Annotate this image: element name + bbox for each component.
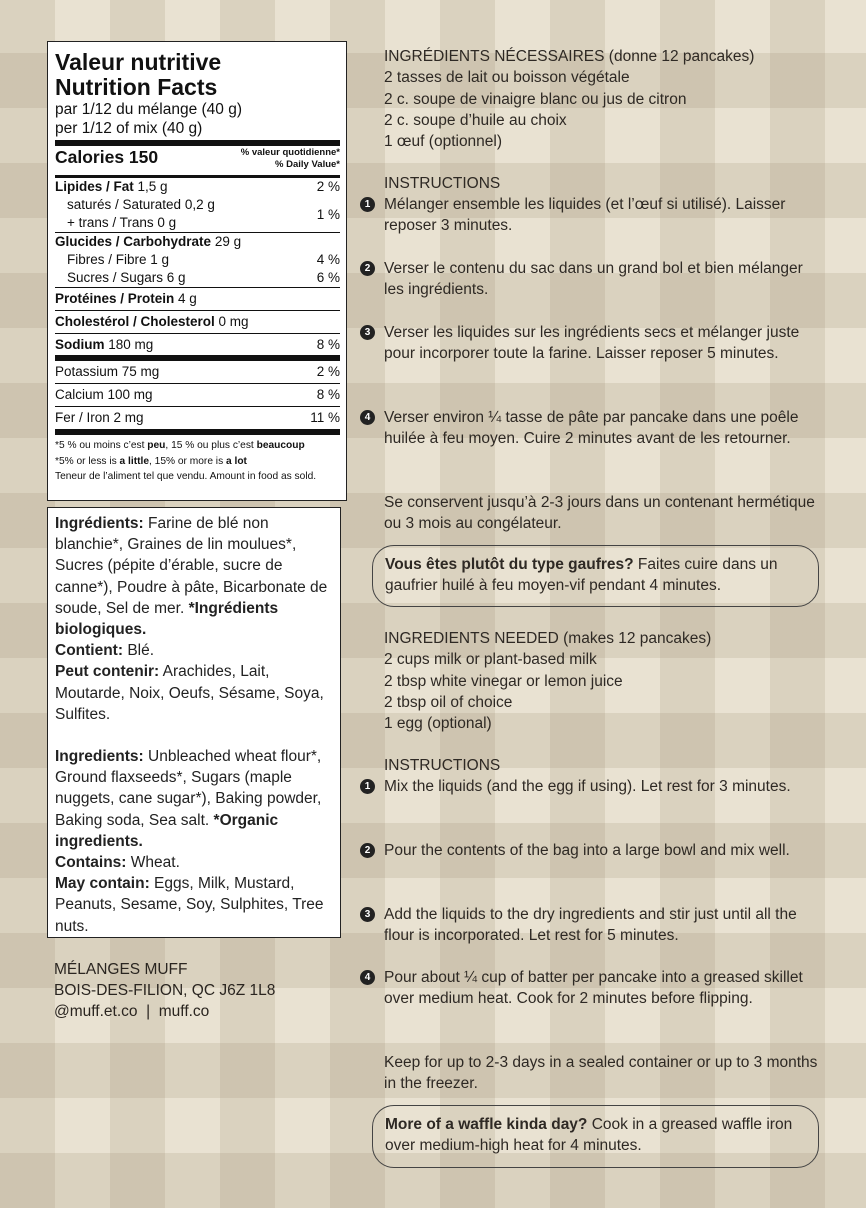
fr-item: 2 c. soupe d’huile au choix — [384, 111, 567, 129]
calcium-label: Calcium 100 mg — [55, 387, 153, 402]
fr-item: 2 tasses de lait ou boisson végétale — [384, 69, 630, 87]
serving-size-en: per 1/12 of mix (40 g) — [55, 120, 203, 137]
company-social: @muff.et.co | muff.co — [54, 1003, 210, 1020]
nutrition-facts-panel — [47, 41, 347, 501]
en-storage-note: Keep for up to 2-3 days in a sealed container or up to 3 months in the freezer. — [384, 1054, 818, 1093]
sodium-value: 180 mg — [108, 337, 154, 352]
trans-fat: + trans / Trans 0 g — [67, 215, 177, 230]
ingredients-fr: Ingrédients: Farine de blé non blanchie*, Graines de lin moulues*, Sucres (pépite d’érable, sucre de canne*), Poudre à pâte, Bicarbonate de soude, Sel de mer. *Ingrédients biologiques. Contient: Blé. Peut contenir: Arachides, Lait, Moutarde, Noix, Oeufs, Sésame, Soya, Sulfites. — [55, 515, 328, 723]
en-item: 2 cups milk or plant-based milk — [384, 651, 597, 669]
cholesterol-label: Cholestérol / Cholesterol — [55, 314, 215, 329]
daily-value-en: % Daily Value* — [275, 159, 340, 170]
footnote-as-sold: Teneur de l’aliment tel que vendu. Amount in food as sold. — [55, 471, 317, 482]
potassium-label: Potassium 75 mg — [55, 364, 160, 379]
company-name: MÉLANGES MUFF — [54, 961, 188, 978]
footnote-fr: *5 % ou moins c’est peu, 15 % ou plus c’est beaucoup — [55, 440, 305, 451]
step-number-icon: 2 — [360, 261, 375, 276]
fr-item: 2 c. soupe de vinaigre blanc ou jus de citron — [384, 90, 687, 108]
cholesterol-value: 0 mg — [218, 314, 249, 329]
en-step-3: 3 Add the liquids to the dry ingredients and stir just until all the flour is incorporated. Let rest for 5 minutes. — [384, 904, 824, 947]
en-step-2: 2 Pour the contents of the bag into a large bowl and mix well. — [384, 840, 824, 861]
company-city: BOIS-DES-FILION, QC J6Z 1L8 — [54, 982, 276, 999]
step-number-icon: 3 — [360, 907, 375, 922]
protein-value: 4 g — [178, 291, 197, 306]
daily-value-header — [241, 147, 340, 171]
iron-row — [55, 407, 340, 435]
sodium-label: Sodium — [55, 337, 105, 352]
iron-label: Fer / Iron 2 mg — [55, 410, 144, 425]
calories-row — [55, 146, 340, 178]
ingredients-box — [47, 507, 341, 938]
fr-needed-title: INGRÉDIENTS NÉCESSAIRES (donne 12 pancakes) — [384, 48, 755, 65]
fibre-dv: 4 % — [316, 252, 340, 267]
nutrition-title-fr: Valeur nutritive — [55, 49, 222, 75]
potassium-row — [55, 361, 340, 384]
carb-value: 29 g — [214, 234, 242, 249]
fat-dv: 2 % — [316, 179, 340, 194]
calcium-dv: 8 % — [316, 387, 340, 402]
fibre-label: Fibres / Fibre 1 g — [67, 252, 170, 267]
sugars-label: Sucres / Sugars 6 g — [67, 270, 186, 285]
daily-value-fr: % valeur quotidienne* — [240, 147, 340, 158]
sugars-dv: 6 % — [316, 270, 340, 285]
company-address — [54, 959, 275, 1022]
iron-dv: 11 % — [310, 410, 340, 425]
step-number-icon: 4 — [360, 970, 375, 985]
en-step-1: 1 Mix the liquids (and the egg if using). Let rest for 3 minutes. — [384, 776, 824, 797]
serving-size-fr: par 1/12 du mélange (40 g) — [55, 101, 242, 118]
nutrition-footnote — [55, 435, 340, 485]
en-step-4: 4 Pour about ¼ cup of batter per pancake into a greased skillet over medium heat. Cook for 2 minutes before flipping. — [384, 967, 824, 1010]
fibre-row — [55, 251, 340, 269]
sodium-row — [55, 334, 340, 361]
step-number-icon: 1 — [360, 197, 375, 212]
step-number-icon: 1 — [360, 779, 375, 794]
en-item: 1 egg (optional) — [384, 715, 492, 733]
step-number-icon: 2 — [360, 843, 375, 858]
saturated-dv: 1 % — [316, 206, 340, 222]
footnote-en: *5% or less is a little, 15% or more is a lot — [55, 455, 247, 467]
ingredients-en: Ingredients: Unbleached wheat flour*, Ground flaxseeds*, Sugars (maple nuggets, cane sugar*), Baking powder, Baking soda, Sea salt. *Organic ingredients. Contains: Wheat. May contain: Eggs, Milk, Mustard, Peanuts, Sesame, Soy, Sulphites, Tree nuts. — [55, 748, 324, 935]
fr-item: 1 œuf (optionnel) — [384, 133, 503, 151]
en-item: 2 tbsp white vinegar or lemon juice — [384, 672, 623, 690]
potassium-dv: 2 % — [316, 364, 340, 379]
fr-step-1: 1 Mélanger ensemble les liquides (et l’œuf si utilisé). Laisser reposer 3 minutes. — [384, 194, 824, 237]
fr-instructions-title: INSTRUCTIONS — [384, 175, 501, 192]
saturated-trans-row — [55, 196, 340, 233]
fr-step-2: 2 Verser le contenu du sac dans un grand bol et bien mélanger les ingrédients. — [384, 258, 824, 301]
saturated-fat: saturés / Saturated 0,2 g — [67, 197, 215, 212]
protein-label: Protéines / Protein — [55, 291, 175, 306]
sodium-dv: 8 % — [316, 337, 340, 352]
fr-step-4: 4 Verser environ ¼ tasse de pâte par pancake dans une poêle huilée à feu moyen. Cuire 2 minutes avant de les retourner. — [384, 407, 824, 450]
sugars-row — [55, 269, 340, 288]
carb-label: Glucides / Carbohydrate — [55, 234, 212, 249]
calcium-row — [55, 384, 340, 407]
protein-row — [55, 288, 340, 311]
en-needed-title: INGREDIENTS NEEDED (makes 12 pancakes) — [384, 630, 712, 647]
fat-row — [55, 178, 340, 196]
en-instructions-title: INSTRUCTIONS — [384, 757, 501, 774]
en-waffle-tip: More of a waffle kinda day? Cook in a greased waffle iron over medium-high heat for 4 minutes. — [372, 1105, 819, 1168]
en-item: 2 tbsp oil of choice — [384, 693, 513, 711]
step-number-icon: 4 — [360, 410, 375, 425]
step-number-icon: 3 — [360, 325, 375, 340]
fr-storage-note: Se conservent jusqu’à 2-3 jours dans un contenant hermétique ou 3 mois au congélateur. — [384, 494, 815, 533]
nutrition-title-en: Nutrition Facts — [55, 74, 218, 100]
fat-label: Lipides / Fat — [55, 179, 134, 194]
fr-needed-section — [384, 46, 824, 152]
carbohydrate-row — [55, 233, 340, 251]
cholesterol-row — [55, 311, 340, 334]
fr-step-3: 3 Verser les liquides sur les ingrédients secs et mélanger juste pour incorporer toute la farine. Laisser reposer 5 minutes. — [384, 322, 824, 365]
fr-waffle-tip: Vous êtes plutôt du type gaufres? Faites cuire dans un gaufrier huilé à feu moyen-vif pendant 4 minutes. — [372, 545, 819, 607]
fat-value: 1,5 g — [137, 179, 168, 194]
calories-label: Calories 150 — [55, 147, 159, 167]
en-needed-section — [384, 628, 824, 734]
